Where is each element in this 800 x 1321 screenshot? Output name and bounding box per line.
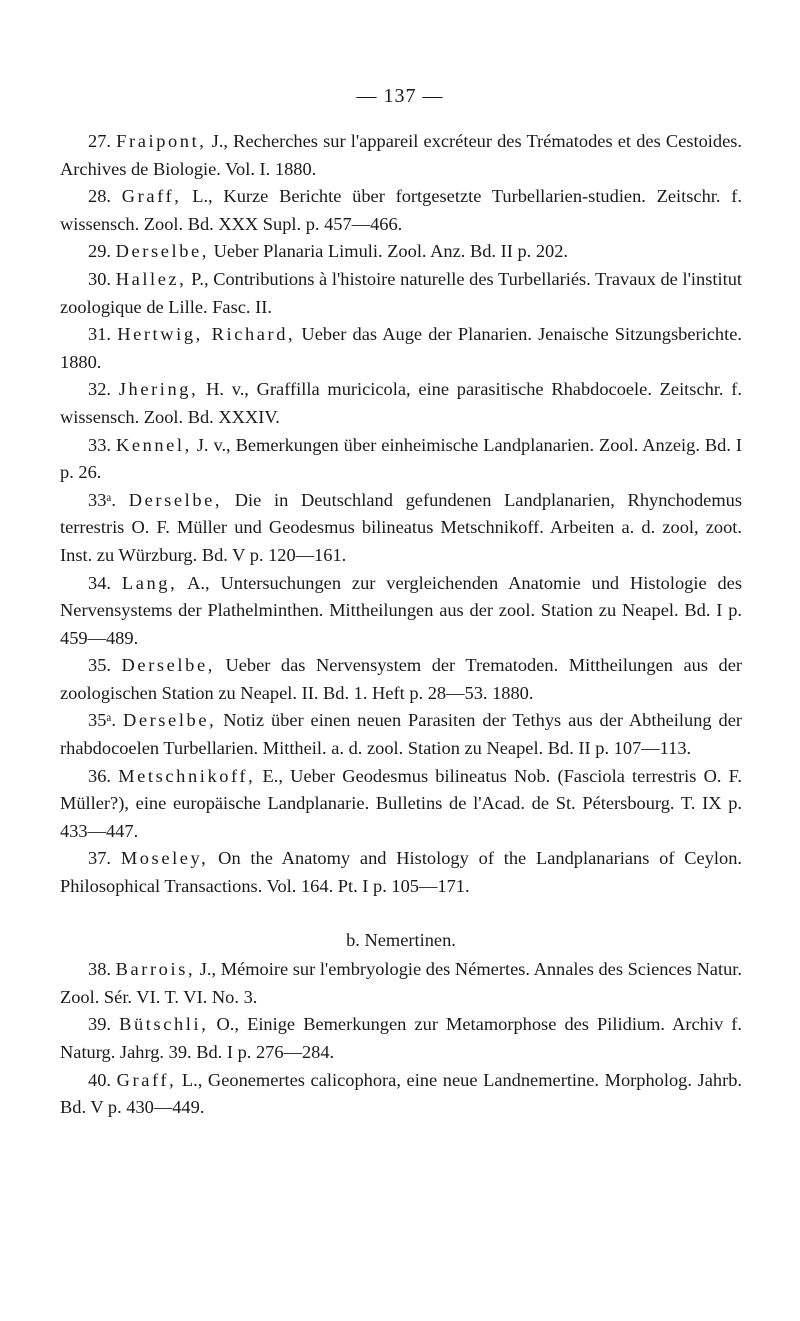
entry-text: A., Untersuchungen zur vergleichenden Anatomie und Histologie des Nervensystems der Plathelminthen. Mittheilungen aus der zool. Station zu Neapel. Bd. I p. 459—489. <box>60 572 742 648</box>
bib-entry-31 <box>60 321 742 376</box>
entry-number: 34. <box>88 572 111 593</box>
entry-author: Lang, <box>121 572 178 593</box>
entry-text: O., Einige Bemerkungen zur Metamorphose des Pilidium. Archiv f. Naturg. Jahrg. 39. Bd. I p. 276—284. <box>60 1014 742 1062</box>
bib-entry-35 <box>60 652 742 707</box>
entry-text: On the Anatomy and Histology of the Landplanarians of Ceylon. Philosophical Transactions. Vol. 164. Pt. I p. 105—171. <box>60 848 743 897</box>
entry-text: Ueber das Nervensystem der Trematoden. Mittheilungen aus der zoologischen Station zu Neapel. II. Bd. 1. Heft p. 28—53. 1880. <box>60 655 742 703</box>
bib-entry-39 <box>60 1011 742 1066</box>
entry-author: Barrois, <box>115 959 196 980</box>
entry-author: Jhering, <box>118 379 199 400</box>
entry-number: 32. <box>88 379 111 400</box>
entry-number: 29. <box>88 241 111 262</box>
entry-number: 33ᵃ. <box>88 489 117 510</box>
entry-number: 27. <box>88 131 111 151</box>
entry-number: 35. <box>88 655 111 676</box>
bib-entry-33 <box>60 432 742 487</box>
entry-number: 39. <box>88 1014 111 1035</box>
entry-text: Notiz über einen neuen Parasiten der Tethys aus der Abtheilung der rhabdocoelen Turbellarien. Mittheil. a. d. zool. Station zu Neapel. Bd. II p. 107—113. <box>60 710 742 759</box>
entry-author: Kennel, <box>115 434 192 455</box>
entry-text: Die in Deutschland gefundenen Landplanarien, Rhynchodemus terrestris O. F. Müller und Geodesmus bilineatus Metschnikoff. Arbeiten a. d. zool, zoot. Inst. zu Würzburg. Bd. V p. 120—161. <box>60 489 742 565</box>
page-number: — 137 — <box>356 85 444 107</box>
bib-entry-28 <box>60 183 742 238</box>
entry-text: L., Kurze Berichte über fortgesetzte Turbellarien-studien. Zeitschr. f. wissensch. Zool. Bd. XXX Supl. p. 457—466. <box>60 186 742 234</box>
entry-text: J., Recherches sur l'appareil excréteur des Trématodes et des Cestoides. Archives de Biologie. Vol. I. 1880. <box>60 131 742 179</box>
entries-section-a <box>60 128 742 901</box>
entry-number: 37. <box>88 848 111 869</box>
section-heading-nemertinen: b. Nemertinen. <box>346 929 456 950</box>
bib-entry-32 <box>60 376 742 431</box>
entry-author: Hertwig, Richard, <box>117 324 296 345</box>
entry-author: Derselbe, <box>122 710 217 731</box>
entry-author: Moseley, <box>120 848 209 869</box>
entry-text: P., Contributions à l'histoire naturelle des Turbellariés. Travaux de l'institut zoologique de Lille. Fasc. II. <box>60 268 742 317</box>
bib-entry-27 <box>60 128 742 183</box>
entry-text: J., Mémoire sur l'embryologie des Némertes. Annales des Sciences Natur. Zool. Sér. VI. T. VI. No. 3. <box>60 959 742 1007</box>
entry-text: Ueber Planaria Limuli. Zool. Anz. Bd. II p. 202. <box>208 241 569 262</box>
entry-number: 30. <box>88 268 111 289</box>
entry-number: 36. <box>88 765 111 786</box>
entry-author: Metschnikoff, <box>118 765 256 786</box>
entry-text: J. v., Bemerkungen über einheimische Landplanarien. Zool. Anzeig. Bd. I p. 26. <box>60 434 742 483</box>
entry-number: 38. <box>88 959 111 980</box>
entry-text: L., Geonemertes calicophora, eine neue Landnemertine. Morpholog. Jahrb. Bd. V p. 430—449. <box>60 1069 742 1118</box>
entry-text: E., Ueber Geodesmus bilineatus Nob. (Fasciola terrestris O. F. Müller?), eine europäische Landplanarie. Bulletins de l'Acad. de St. Pétersbourg. T. IX p. 433—447. <box>60 765 742 841</box>
entry-number: 40. <box>88 1069 111 1090</box>
entry-number: 31. <box>88 324 111 345</box>
bib-entry-35a <box>60 707 742 762</box>
entry-author: Derselbe, <box>121 655 215 676</box>
entry-author: Bütschli, <box>119 1014 209 1035</box>
bib-entry-29 <box>60 238 742 266</box>
bibliography <box>60 128 742 1122</box>
entries-section-b <box>60 956 742 1122</box>
bib-entry-37 <box>60 845 742 900</box>
entry-text: Ueber das Auge der Planarien. Jenaische Sitzungsberichte. 1880. <box>60 324 742 372</box>
entry-number: 28. <box>88 186 111 207</box>
entry-author: Derselbe, <box>115 241 209 262</box>
bib-entry-38 <box>60 956 742 1011</box>
entry-author: Fraipont, <box>116 131 207 151</box>
entry-text: H. v., Graffilla muricicola, eine parasitische Rhabdocoele. Zeitschr. f. wissensch. Zool. Bd. XXXIV. <box>60 379 742 427</box>
entry-author: Graff, <box>116 1069 177 1090</box>
bib-entry-30 <box>60 266 742 321</box>
entry-number: 35ᵃ. <box>88 710 117 731</box>
entry-author: Derselbe, <box>128 489 223 510</box>
entry-author: Hallez, <box>115 268 187 289</box>
entry-number: 33. <box>88 434 111 455</box>
bib-entry-36 <box>60 763 742 846</box>
bib-entry-33a <box>60 487 742 570</box>
bib-entry-40 <box>60 1067 742 1122</box>
bib-entry-34 <box>60 570 742 653</box>
entry-author: Graff, <box>121 186 182 207</box>
